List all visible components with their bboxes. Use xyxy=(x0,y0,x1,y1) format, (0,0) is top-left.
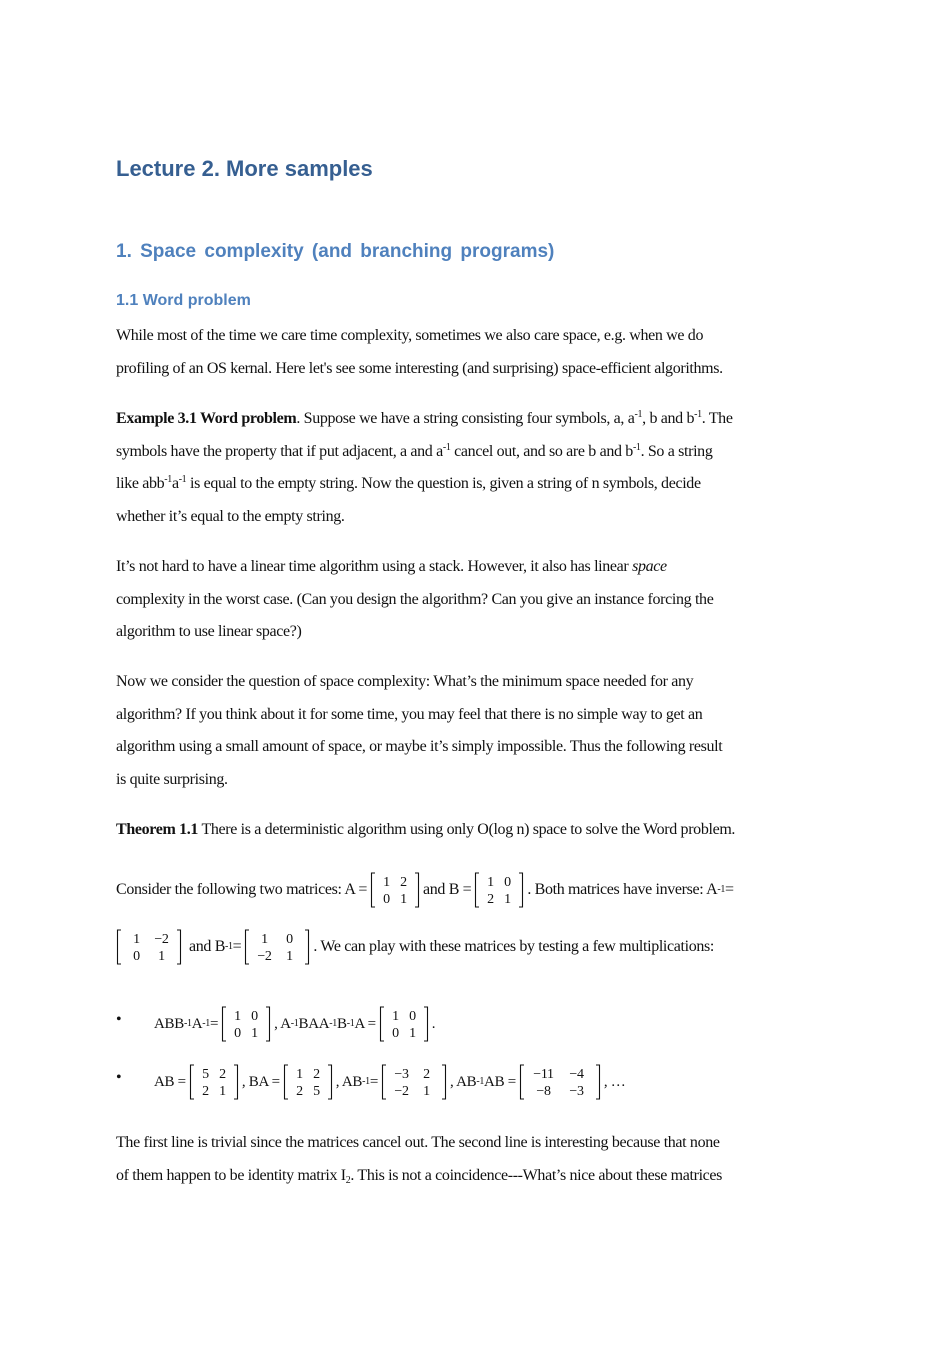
matrix-B-inverse xyxy=(244,928,310,966)
matrix-left-bracket xyxy=(476,873,480,907)
matrix-entry: 0 xyxy=(234,1026,241,1041)
intro-line: While most of the time we care time complexity, sometimes we also care space, e.g. when we do xyxy=(116,327,704,344)
emphasis-space: space xyxy=(632,558,667,575)
matrix-entry: 1 xyxy=(133,932,140,947)
lecture-title: Lecture 2. More samples xyxy=(116,156,373,181)
matrix-left-bracket xyxy=(190,1065,194,1099)
example-line-2: symbols have the property that if put adjacent, a and $a^{-1}$ cancel out, and so are b and $b^{-1}$. So a string xyxy=(116,441,713,460)
intro-line: profiling of an OS kernal. Here let's see some interesting (and surprising) space-efficient algorithms. xyxy=(116,359,723,377)
matrix-entry: 1 xyxy=(286,949,294,964)
matrix-entry: 5 xyxy=(312,1084,320,1099)
matrix-right-bracket xyxy=(596,1065,600,1099)
space-line: algorithm using a small amount of space, or maybe it’s simply impossible. Thus the following result xyxy=(116,738,723,755)
matrix-entry: −2 xyxy=(257,949,272,964)
matrix-left-bracket xyxy=(520,1065,524,1099)
matrix-entry: 0 xyxy=(391,1026,399,1041)
consider-line-2: 1 −2 0 1 and B -1 = 1 0 −2 1 . We can play with these matrices by testing a few multiplications: xyxy=(116,925,714,969)
matrix-BA xyxy=(283,1063,333,1101)
matrix-A xyxy=(370,871,420,909)
space-line: is quite surprising. xyxy=(116,770,228,788)
matrix-right-bracket xyxy=(424,1007,428,1041)
matrix-entry: 1 xyxy=(251,1026,258,1041)
matrix-entry: 1 xyxy=(158,949,165,964)
bullet-marker: • xyxy=(116,1011,122,1028)
stack-line-1: It’s not hard to have a linear time algorithm using a stack. However, it also has linear space xyxy=(116,558,667,575)
matrix-right-bracket xyxy=(328,1065,332,1099)
conclusion-line-2: of them happen to be identity matrix $I_2$. This is not a coincidence---What’s nice about these matrices xyxy=(116,1166,723,1186)
matrix-right-bracket xyxy=(415,873,419,907)
matrix-entry: 2 xyxy=(219,1067,226,1082)
matrix-AB-inverse-AB xyxy=(519,1063,601,1101)
matrix-entry: 2 xyxy=(312,1067,320,1082)
matrix-entry: 0 xyxy=(286,932,294,947)
matrix-entry: 1 xyxy=(383,875,390,890)
intro-paragraph xyxy=(116,320,846,385)
matrix-right-bracket xyxy=(519,873,523,907)
space-line: algorithm? If you think about it for some time, you may feel that there is no simple way to get an xyxy=(116,705,703,723)
example-line-3: like $abb^{-1}a^{-1}$ is equal to the empty string. Now the question is, given a string of n symbols, decide xyxy=(116,474,701,492)
matrix-entry: 2 xyxy=(202,1084,209,1099)
matrix-left-bracket xyxy=(372,873,376,907)
stack-line-2: complexity in the worst case. (Can you design the algorithm? Can you give an instance forcing the xyxy=(116,590,714,608)
matrix-entry: 1 xyxy=(261,932,269,947)
matrix-entry: −3 xyxy=(569,1084,584,1099)
matrix-entry: −4 xyxy=(569,1067,584,1082)
example-line-1: Example 3.1 Word problem. Suppose we have a string consisting four symbols, a, $a^{-1}$, b and $b^{-1}$. The xyxy=(116,409,733,427)
matrix-left-bracket xyxy=(380,1007,384,1041)
matrix-entry: 2 xyxy=(400,875,407,890)
matrix-entry: −2 xyxy=(154,932,169,947)
matrix-entry: 1 xyxy=(423,1084,430,1099)
theorem-label: Theorem 1.1 xyxy=(116,821,199,838)
matrix-entry: 1 xyxy=(295,1067,303,1082)
subsection-heading: 1.1 Word problem xyxy=(116,292,251,309)
consider-line-1: Consider the following two matrices: A = 1 2 0 1 and B = 1 0 2 1 . Both matrices have inverse: A -1 = xyxy=(116,868,734,912)
matrix-entry: 2 xyxy=(295,1084,303,1099)
matrix-entry: 0 xyxy=(408,1009,416,1024)
matrix-left-bracket xyxy=(383,1065,387,1099)
matrix-entry: 1 xyxy=(400,892,407,907)
matrix-entry: 1 xyxy=(504,892,512,907)
matrix-entry: 2 xyxy=(487,892,495,907)
matrix-entry: 5 xyxy=(202,1067,209,1082)
matrix-entry: −8 xyxy=(536,1084,551,1099)
matrix-AB-inverse xyxy=(381,1063,447,1101)
matrix-entry: 1 xyxy=(219,1084,226,1099)
example-paragraph xyxy=(116,403,846,533)
matrix-entry: 1 xyxy=(234,1009,241,1024)
bullet-line-1: ABB -1 A -1 = 1 0 0 1 , A -1 BAA -1 B -1 A = 1 0 0 1 . xyxy=(154,1002,435,1046)
matrix-entry: −2 xyxy=(394,1084,409,1099)
stack-paragraph xyxy=(116,551,846,649)
matrix-right-bracket xyxy=(266,1007,270,1041)
matrix-entry: 1 xyxy=(487,875,495,890)
matrix-B xyxy=(474,871,524,909)
matrix-A-inverse xyxy=(116,928,182,966)
matrix-entry: 0 xyxy=(383,892,390,907)
example-line-4: whether it’s equal to the empty string. xyxy=(116,507,345,525)
section-heading: 1. Space complexity (and branching programs) xyxy=(116,241,555,262)
matrix-left-bracket xyxy=(118,930,122,964)
matrix-entry: 0 xyxy=(504,875,512,890)
matrix-entry: 1 xyxy=(408,1026,416,1041)
matrix-right-bracket xyxy=(234,1065,238,1099)
matrix-right-bracket xyxy=(305,930,309,964)
conclusion-line-1: The first line is trivial since the matrices cancel out. The second line is interesting because that none xyxy=(116,1134,720,1151)
matrix-entry: −3 xyxy=(394,1067,409,1082)
bullet-line-2: AB = 5 2 2 1 , BA = 1 2 2 5 , AB -1 = −3 2 −2 1 , AB -1 AB = −11 −4 −8 −3 , … xyxy=(154,1060,626,1104)
matrix-entry: 0 xyxy=(251,1009,258,1024)
theorem-paragraph: Theorem 1.1 There is a deterministic algorithm using only O(log n) space to solve the Word problem. xyxy=(116,821,736,838)
space-paragraph xyxy=(116,666,846,796)
matrix-entry: −11 xyxy=(533,1067,554,1082)
matrix-left-bracket xyxy=(246,930,250,964)
matrix-identity xyxy=(379,1005,429,1043)
matrix-identity xyxy=(221,1005,271,1043)
matrix-entry: 2 xyxy=(423,1067,430,1082)
matrix-right-bracket xyxy=(177,930,181,964)
matrix-AB xyxy=(189,1063,239,1101)
matrix-entry: 1 xyxy=(391,1009,399,1024)
stack-line-3: algorithm to use linear space?) xyxy=(116,623,302,640)
bullet-marker: • xyxy=(116,1069,122,1086)
matrix-left-bracket xyxy=(223,1007,227,1041)
matrix-left-bracket xyxy=(284,1065,288,1099)
example-label: Example 3.1 Word problem xyxy=(116,410,297,427)
space-line: Now we consider the question of space complexity: What’s the minimum space needed for any xyxy=(116,673,694,690)
matrix-right-bracket xyxy=(442,1065,446,1099)
conclusion-paragraph xyxy=(116,1127,846,1192)
matrix-entry: 0 xyxy=(133,949,140,964)
